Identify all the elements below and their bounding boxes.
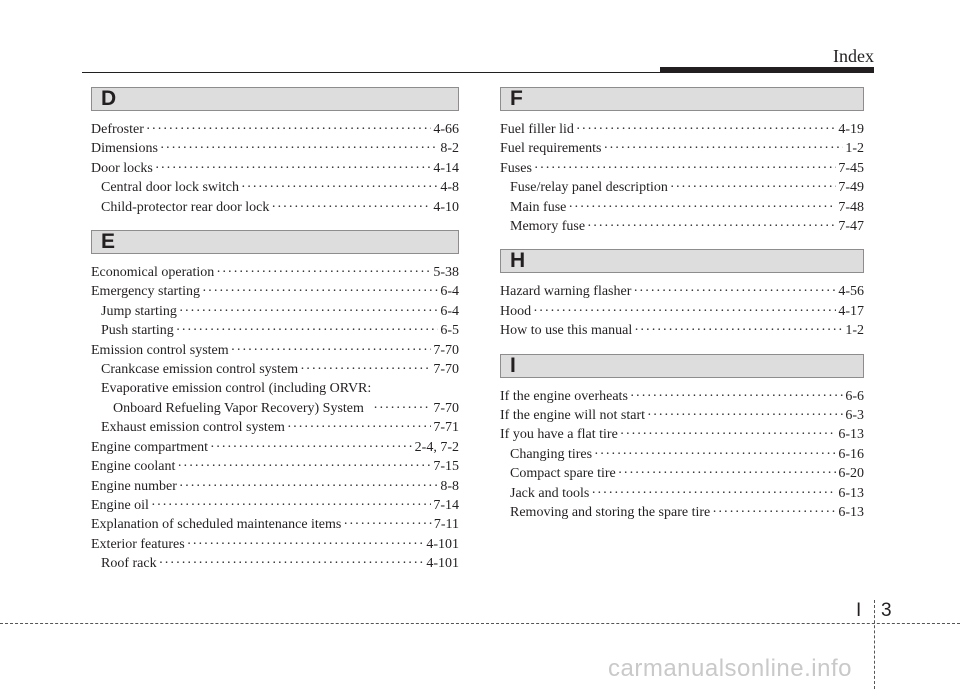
dot-leader [633,282,836,301]
index-subentry [500,178,864,197]
entry-page-ref: 4-8 [440,180,459,196]
entry-label: Hood [500,303,532,319]
index-entry-list [500,387,864,523]
entry-page-ref: 6-13 [838,427,864,443]
footer-vertical-divider [874,600,875,689]
entry-page-ref: 4-56 [838,284,864,300]
index-entry [91,438,459,457]
section-letter: I [510,353,516,377]
index-entry [91,535,459,554]
entry-page-ref: 4-19 [838,122,864,137]
dot-leader [647,406,843,425]
dot-leader [587,217,836,236]
entry-page-ref: 2-4, 7-2 [414,439,459,455]
section-letter: F [510,87,523,110]
index-subentry [500,503,864,522]
dot-leader [151,496,431,515]
index-subentry [500,484,864,503]
entry-page-ref: 7-48 [838,199,864,215]
index-entry-list [500,282,864,340]
section-letter: D [101,87,117,110]
section-header [500,249,864,273]
entry-label: Exterior features [91,536,185,552]
section-letter: H [510,249,526,273]
entry-page-ref: 8-2 [440,141,459,157]
entry-page-ref: 7-49 [838,180,864,196]
section-header [500,354,864,378]
dot-leader [343,515,431,534]
section-letter: E [101,230,116,254]
dot-leader [155,159,432,178]
index-subentry [91,302,459,321]
entry-label-line2: Onboard Refueling Vapor Recovery) System [113,400,364,416]
entry-label: Engine compartment [91,439,209,455]
entry-label: Central door lock switch [101,180,240,196]
index-column-right [500,87,864,536]
watermark: carmanualsonline.info [608,655,852,682]
index-entry [500,425,864,444]
dot-leader [146,120,431,139]
index-entry [500,139,864,158]
entry-label [101,379,371,418]
entry-page-ref: 6-20 [838,466,864,482]
entry-label: Main fuse [510,199,567,215]
entry-page-ref: 6-3 [845,408,864,424]
dot-leader [179,477,438,496]
header-rule-accent [660,67,874,72]
index-entry [91,159,459,178]
entry-page-ref: 7-15 [433,459,459,475]
footer-divider [0,623,960,624]
entry-label: Changing tires [510,446,593,462]
entry-page-ref: 7-11 [433,517,459,533]
entry-label: Engine coolant [91,459,176,475]
entry-label: Explanation of scheduled maintenance items [91,517,342,533]
entry-label: Fuses [500,160,532,176]
index-entry [91,282,459,301]
entry-page-ref: 7-70 [433,342,459,358]
section-header [500,87,864,111]
entry-label: Roof rack [101,556,157,572]
index-entry [91,457,459,476]
index-entry [91,515,459,534]
index-entry-list [91,120,459,217]
dot-leader [620,425,837,444]
dot-leader [618,464,837,483]
entry-page-ref: 6-4 [440,303,459,319]
index-subentry [500,217,864,236]
dot-leader [176,321,439,340]
entry-page-ref: 7-47 [838,219,864,235]
entry-label: Exhaust emission control system [101,420,285,436]
dot-leader [271,198,431,217]
entry-label: Emergency starting [91,284,200,300]
entry-page-ref: 7-45 [838,160,864,176]
dot-leader [159,554,425,573]
dot-leader [594,445,836,464]
entry-page-ref: 7-14 [433,497,459,513]
entry-label: Dimensions [91,141,158,157]
entry-label: Child-protector rear door lock [101,199,270,215]
entry-label: Emission control system [91,342,229,358]
index-subentry [91,321,459,340]
entry-label: Fuse/relay panel description [510,180,668,196]
dot-leader [591,484,836,503]
index-subentry [500,464,864,483]
index-entry [91,263,459,282]
index-entry [91,477,459,496]
index-entry [91,496,459,515]
entry-page-ref: 6-6 [845,388,864,404]
section-header [91,87,459,111]
header-title: Index [833,46,874,66]
entry-page-ref: 5-38 [433,265,459,281]
entry-label: If the engine overheats [500,388,628,404]
index-entry [91,120,459,139]
dot-leader [241,178,438,197]
entry-label: Door locks [91,160,153,176]
index-subentry [500,445,864,464]
dot-leader [534,159,836,178]
dot-leader [634,321,843,340]
entry-page-ref: 4-101 [426,556,459,572]
entry-page-ref: 1-2 [845,141,864,157]
entry-label: Memory fuse [510,219,586,235]
entry-page-ref: 4-10 [433,199,459,215]
entry-label-line1: Evaporative emission control (including ORVR: [101,381,372,397]
entry-page-ref: 4-14 [433,160,459,176]
entry-label: Hazard warning flasher [500,284,632,300]
index-subentry [91,379,459,418]
entry-page-ref: 1-2 [845,323,864,339]
entry-label: How to use this manual [500,323,633,339]
index-entry [500,302,864,321]
dot-leader [670,178,836,197]
index-subentry [91,418,459,437]
dot-leader [300,360,431,379]
index-entry [500,282,864,301]
index-entry [500,321,864,340]
entry-label: If the engine will not start [500,408,646,424]
dot-leader [576,120,836,139]
index-subentry [91,178,459,197]
entry-page-ref: 6-4 [440,284,459,300]
entry-page-ref: 7-70 [433,400,459,416]
entry-label: Removing and storing the spare tire [510,505,711,521]
index-subentry [91,198,459,217]
entry-page-ref: 7-70 [433,362,459,378]
index-entry [91,341,459,360]
index-subentry [500,198,864,217]
entry-page-ref: 6-13 [838,505,864,521]
entry-label: Defroster [91,122,144,137]
entry-label: Jack and tools [510,485,590,501]
entry-page-ref: 4-17 [838,303,864,319]
entry-label: Economical operation [91,265,215,281]
entry-page-ref: 7-71 [433,420,459,436]
entry-page-ref: 4-66 [433,122,459,137]
index-entry-list [91,263,459,574]
entry-label: Engine oil [91,497,149,513]
dot-leader [712,503,836,522]
index-column-left [91,87,459,587]
section-header [91,230,459,254]
index-entry [500,120,864,139]
index-entry [91,139,459,158]
dot-leader [231,341,432,360]
index-entry-list [500,120,864,236]
entry-page-ref: 4-101 [426,536,459,552]
footer-section-letter: I [856,600,862,621]
entry-label: Crankcase emission control system [101,362,299,378]
dot-leader [210,438,413,457]
entry-label: If you have a flat tire [500,427,618,443]
entry-label: Engine number [91,478,177,494]
entry-page-ref: 8-8 [440,478,459,494]
dot-leader [373,399,431,418]
dot-leader [187,535,425,554]
index-entry [500,406,864,425]
dot-leader [630,387,843,406]
dot-leader [216,263,431,282]
dot-leader [603,139,843,158]
entry-page-ref: 6-5 [440,323,459,339]
dot-leader [160,139,438,158]
dot-leader [177,457,431,476]
entry-label: Push starting [101,323,174,339]
entry-label: Fuel filler lid [500,122,574,137]
entry-page-ref: 6-13 [838,485,864,501]
dot-leader [179,302,438,321]
entry-label: Fuel requirements [500,141,602,157]
dot-leader [202,282,438,301]
entry-label: Compact spare tire [510,466,616,482]
entry-label: Jump starting [101,303,177,319]
index-subentry [91,360,459,379]
index-entry [500,387,864,406]
index-entry [500,159,864,178]
dot-leader [568,198,836,217]
footer-page-number: 3 [881,600,892,621]
header-rule [82,72,874,73]
dot-leader [287,418,431,437]
entry-page-ref: 6-16 [838,446,864,462]
index-subentry [91,554,459,573]
dot-leader [533,302,836,321]
